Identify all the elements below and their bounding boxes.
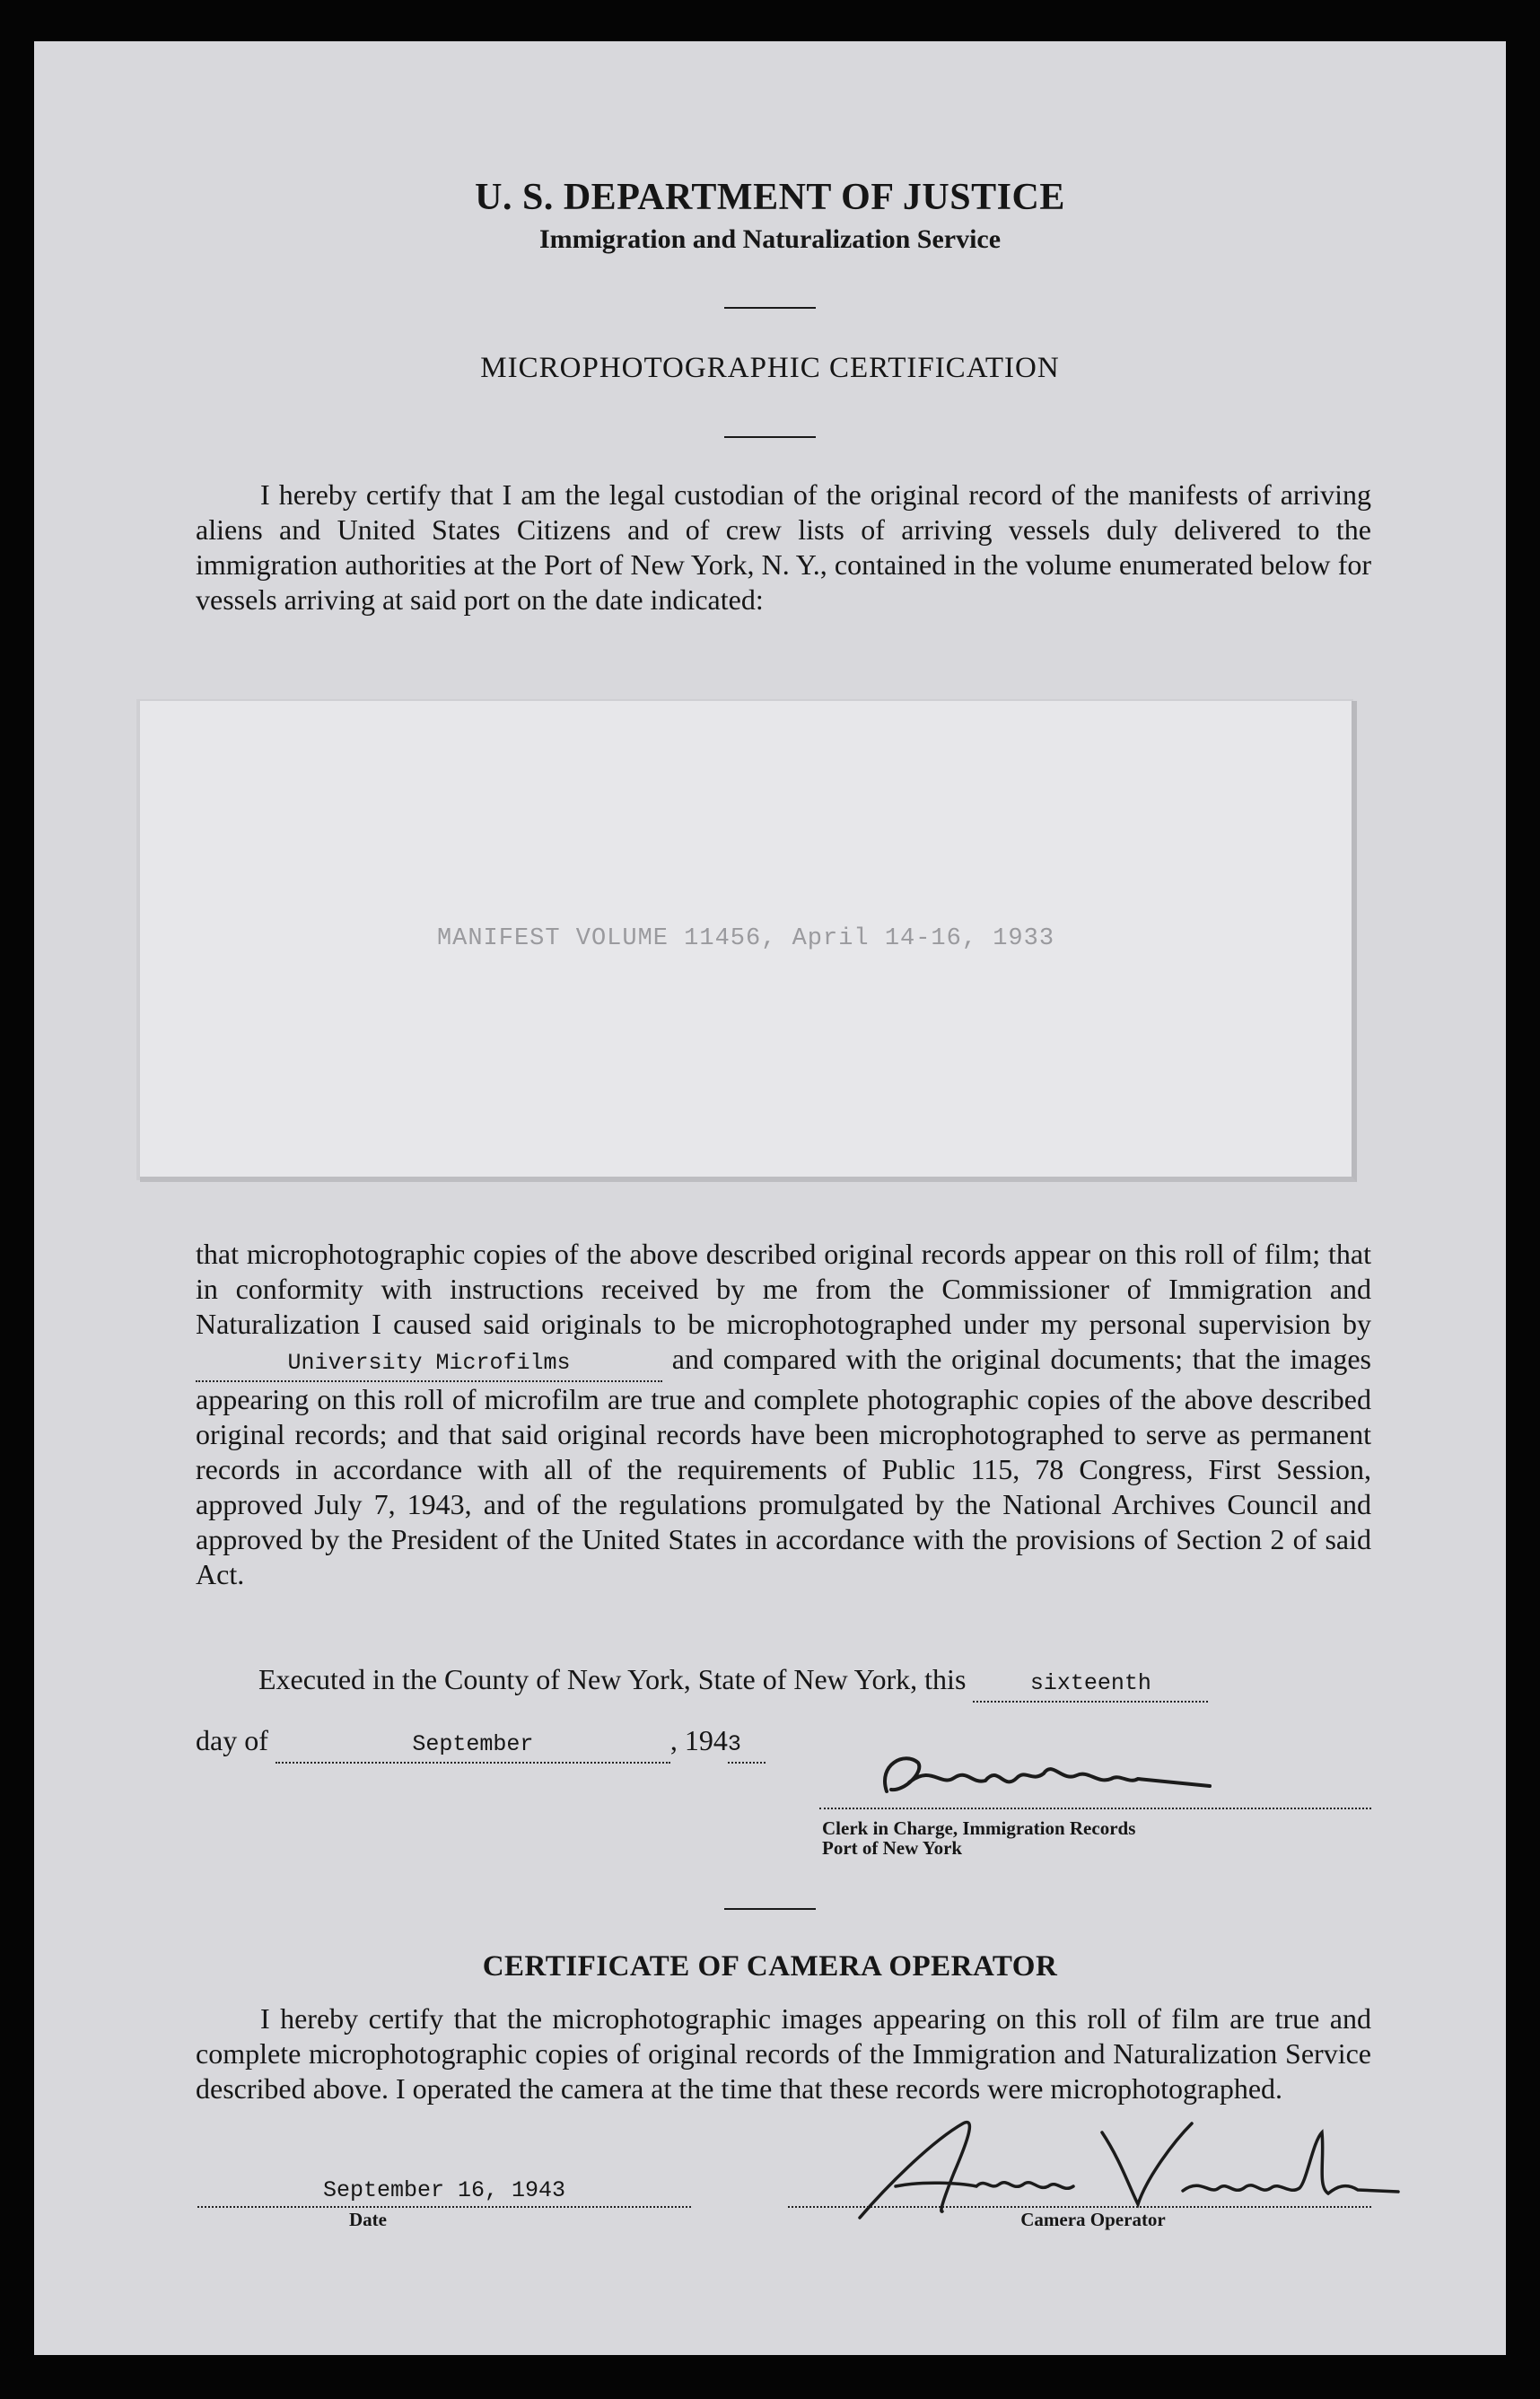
date-line [197, 2206, 691, 2208]
body-part1: that microphotographic copies of the above described original records appear on this roll of film; that in conformity with instructions received by me from the Commissioner of Immigration and Naturalization I caused said originals to be microphotographed under my personal supervision by [196, 1238, 1371, 1340]
executed-day-value: sixteenth [1029, 1670, 1151, 1696]
month-field [276, 1723, 670, 1764]
manifest-insert [140, 701, 1357, 1182]
operator-label: Camera Operator [1020, 2209, 1166, 2230]
divider-bottom [724, 1908, 816, 1910]
service-subtitle: Immigration and Naturalization Service [538, 224, 1002, 254]
date-field [197, 2177, 691, 2203]
clerk-title-line1: Clerk in Charge, Immigration Records [822, 1817, 1136, 1839]
executed-line [258, 1662, 1371, 1703]
filmed-by-value: University Microfilms [287, 1350, 571, 1376]
day-of-label: day of [196, 1724, 268, 1756]
certification-title: MICROPHOTOGRAPHIC CERTIFICATION [480, 352, 1060, 384]
executed-prefix: Executed in the County of New York, State of New York, this [258, 1663, 967, 1695]
certificate-page [34, 41, 1506, 2355]
divider-top [724, 307, 816, 309]
year-prefix: , 194 [669, 1724, 728, 1756]
clerk-title-line2: Port of New York [822, 1837, 963, 1859]
department-title: U. S. DEPARTMENT OF JUSTICE [475, 177, 1065, 218]
manifest-volume-line: MANIFEST VOLUME 11456, April 14-16, 1933 [436, 925, 1055, 952]
intro-paragraph: I hereby certify that I am the legal custodian of the original record of the manifests of arriving aliens and United States Citizens and of crew lists of arriving vessels duly delivered to the immigration authorities at the Port of New York, N. Y., contained in the volume enumerated below for vessels arriving at said port on the date indicated: [196, 478, 1371, 616]
clerk-signature [869, 1729, 1317, 1827]
clerk-signature-line [819, 1808, 1371, 1809]
body-part2: and compared with the original documents; that the images appearing on this roll of microfilm are true and complete photographic copies of the above described original records; and that said original records have been microphotographed to serve as permanent records in accordance with all of the requirements of Public 115, 78 Congress, First Session, approved July 7, 1943, and of the regulations promulgated by the National Archives Council and approved by the President of the United States in accordance with the provisions of Section 2 of said Act. [196, 1343, 1372, 1590]
body-paragraph [196, 1237, 1371, 1592]
date-value: September 16, 1943 [322, 2177, 566, 2203]
filmed-by-field [196, 1342, 662, 1382]
date-label: Date [349, 2209, 387, 2230]
camera-certificate-title: CERTIFICATE OF CAMERA OPERATOR [482, 1950, 1058, 1983]
year-value: 3 [727, 1731, 741, 1757]
executed-day-field [973, 1662, 1208, 1703]
month-value: September [412, 1731, 534, 1757]
divider-mid [724, 436, 816, 438]
year-field [728, 1723, 766, 1764]
operator-signature-line [788, 2206, 1371, 2208]
camera-paragraph: I hereby certify that the microphotographic images appearing on this roll of film are true and complete microphotographic copies of original records of the Immigration and Naturalization Service described above. I operated the camera at the time that these records were microphotographed. [196, 2002, 1371, 2105]
